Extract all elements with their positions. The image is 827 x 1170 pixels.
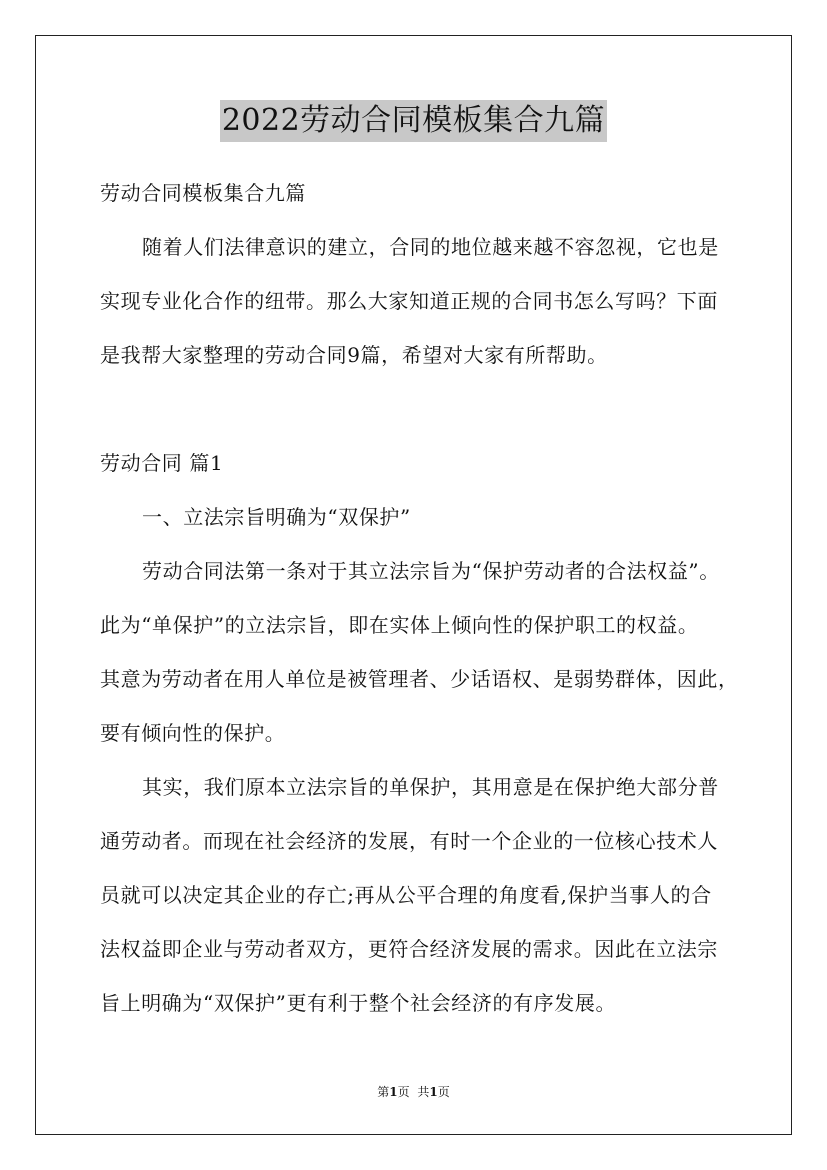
- subtitle: 劳动合同模板集合九篇: [100, 181, 306, 205]
- intro-line: 随着人们法律意识的建立，合同的地位越来越不容忽视，它也是: [142, 235, 719, 259]
- page-suffix: 页: [397, 1085, 410, 1099]
- paragraph-line: 旨上明确为“双保护”更有利于整个社会经济的有序发展。: [100, 991, 617, 1015]
- paragraph-line: 要有倾向性的保护。: [100, 721, 286, 745]
- document-body: [100, 166, 740, 1030]
- document-title: 2022劳动合同模板集合九篇: [220, 100, 607, 142]
- page-footer: [0, 1083, 827, 1100]
- paragraph-line: 劳动合同法第一条对于其立法宗旨为“保护劳动者的合法权益”。: [142, 559, 720, 583]
- page-number: 1: [389, 1085, 398, 1099]
- paragraph-line: 此为“单保护”的立法宗旨，即在实体上倾向性的保护职工的权益。: [100, 613, 699, 637]
- paragraph-line: 员就可以决定其企业的存亡;再从公平合理的角度看,保护当事人的合: [100, 883, 712, 907]
- total-suffix: 页: [437, 1085, 450, 1099]
- section-heading: 劳动合同 篇1: [100, 451, 224, 475]
- total-prefix: 共: [417, 1085, 430, 1099]
- intro-line: 实现专业化合作的纽带。那么大家知道正规的合同书怎么写吗？下面: [100, 289, 718, 313]
- paragraph-line: 其实，我们原本立法宗旨的单保护，其用意是在保护绝大部分普: [142, 775, 719, 799]
- spacer: [100, 382, 740, 436]
- paragraph-line: 通劳动者。而现在社会经济的发展，有时一个企业的一位核心技术人: [100, 829, 718, 853]
- page-prefix: 第: [377, 1085, 390, 1099]
- title-container: [0, 100, 827, 142]
- paragraph-line: 其意为劳动者在用人单位是被管理者、少话语权、是弱势群体，因此，: [100, 667, 739, 691]
- paragraph-line: 法权益即企业与劳动者双方，更符合经济发展的需求。因此在立法宗: [100, 937, 718, 961]
- point-heading: 一、立法宗旨明确为“双保护”: [142, 505, 411, 529]
- intro-line: 是我帮大家整理的劳动合同9篇，希望对大家有所帮助。: [100, 343, 608, 367]
- page-total: 1: [429, 1085, 438, 1099]
